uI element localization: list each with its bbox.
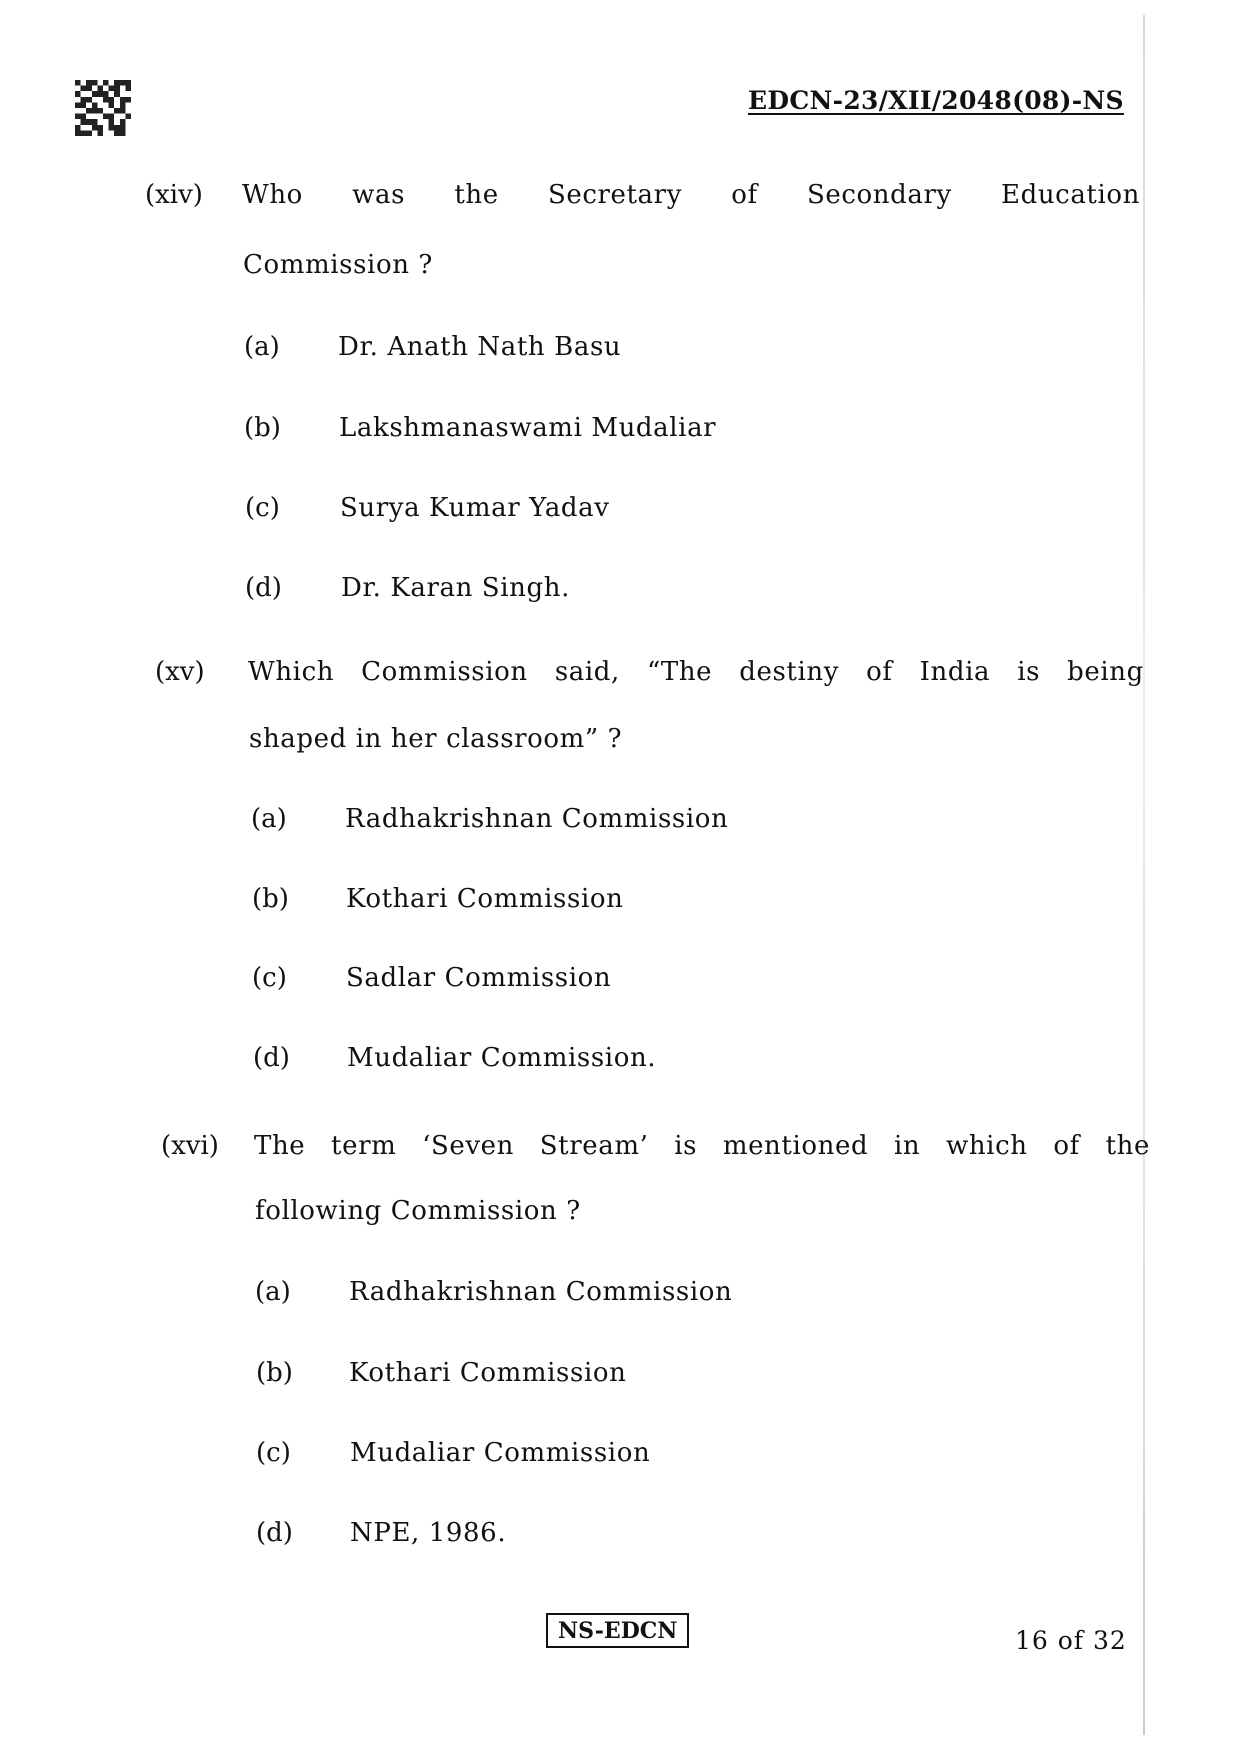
question-text-line2: following Commission ? (255, 1196, 581, 1226)
option-text: Mudaliar Commission (350, 1438, 651, 1468)
option-text: Mudaliar Commission. (347, 1043, 657, 1073)
word: destiny (739, 657, 840, 687)
option-label: (b) (256, 1358, 293, 1388)
word: Secondary (806, 180, 952, 210)
option-text: Radhakrishnan Commission (349, 1277, 733, 1307)
paper-code: EDCN-23/XII/2048(08)-NS (748, 86, 1124, 115)
option-text: Surya Kumar Yadav (340, 493, 610, 523)
word: mentioned (722, 1131, 869, 1161)
question-number: (xv) (155, 657, 205, 687)
question-text-line2: shaped in her classroom” ? (249, 724, 623, 754)
word: Stream’ (539, 1131, 649, 1161)
option-label: (d) (245, 573, 282, 603)
word: term (331, 1131, 397, 1161)
word: Secretary (547, 180, 682, 210)
word: in (893, 1131, 921, 1161)
option-text: Dr. Anath Nath Basu (338, 332, 622, 362)
question-text-line1 (242, 180, 1140, 210)
option-label: (c) (256, 1438, 291, 1468)
word: Commission (361, 657, 528, 687)
word: the (1105, 1131, 1150, 1161)
option-text: Dr. Karan Singh. (341, 573, 570, 603)
option-text: Radhakrishnan Commission (345, 804, 729, 834)
option-text: NPE, 1986. (350, 1518, 507, 1548)
word: of (866, 657, 893, 687)
word: The (254, 1131, 306, 1161)
word: said, (554, 657, 620, 687)
option-text: Kothari Commission (349, 1358, 627, 1388)
option-label: (d) (253, 1043, 290, 1073)
question-text-line1 (254, 1131, 1150, 1161)
option-text: Kothari Commission (346, 884, 624, 914)
option-label: (b) (252, 884, 289, 914)
qr-code-icon (74, 80, 132, 136)
word: being (1067, 657, 1144, 687)
option-label: (b) (244, 413, 281, 443)
page-number: 16 of 32 (1015, 1626, 1127, 1655)
option-label: (c) (252, 963, 287, 993)
option-text: Lakshmanaswami Mudaliar (339, 413, 717, 443)
word: of (1053, 1131, 1080, 1161)
question-text-line2: Commission ? (243, 250, 433, 280)
question-number: (xvi) (161, 1131, 219, 1161)
option-label: (c) (245, 493, 280, 523)
option-text: Sadlar Commission (346, 963, 612, 993)
option-label: (a) (251, 804, 287, 834)
option-label: (a) (255, 1277, 291, 1307)
word: of (731, 180, 758, 210)
word: ‘Seven (422, 1131, 514, 1161)
word: Who (242, 180, 303, 210)
footer-code-box: NS-EDCN (546, 1613, 689, 1648)
word: the (454, 180, 499, 210)
word: Education (1001, 180, 1140, 210)
scan-edge (1143, 15, 1145, 1735)
word: which (945, 1131, 1028, 1161)
question-number: (xiv) (145, 180, 203, 210)
word: “The (646, 657, 713, 687)
word: Which (248, 657, 335, 687)
word: is (674, 1131, 698, 1161)
word: is (1017, 657, 1041, 687)
question-text-line1 (248, 657, 1144, 687)
word: was (352, 180, 406, 210)
option-label: (a) (244, 332, 280, 362)
option-label: (d) (256, 1518, 293, 1548)
word: India (919, 657, 991, 687)
